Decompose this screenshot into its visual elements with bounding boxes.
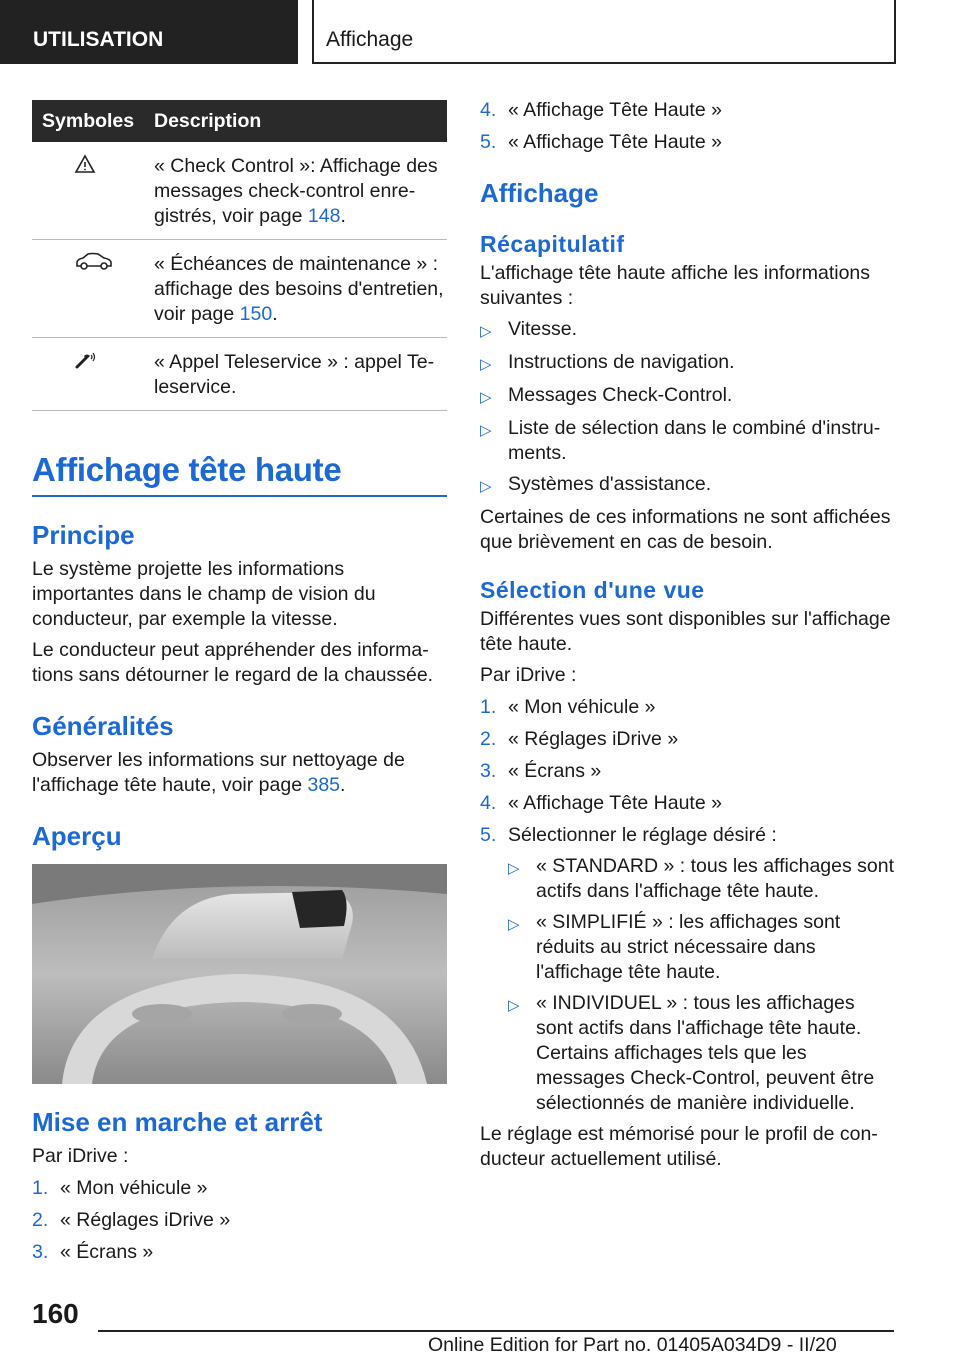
- page-link[interactable]: 385: [307, 774, 341, 796]
- paragraph: L'affichage tête haute affiche les informations suivantes :: [480, 262, 871, 309]
- paragraph: Le conducteur peut appréhender des informations sans détourner le regard de la chaussée.: [32, 639, 434, 686]
- list-item: 4. « Affichage Tête Haute »: [480, 792, 722, 814]
- heading-affichage: Affichage: [480, 178, 599, 208]
- table-header-description: Description: [154, 100, 447, 142]
- bullet-triangle-icon: ▷: [480, 422, 492, 439]
- symbol-cell: [32, 240, 154, 338]
- heading-apercu: Aperçu: [32, 821, 122, 851]
- list-item: 2. « Réglages iDrive »: [480, 728, 679, 750]
- page-link[interactable]: 150: [239, 303, 273, 325]
- list-item: ▷ Vitesse.: [480, 317, 895, 344]
- footer-edition: Online Edition for Part no. 01405A034D9 - II/20: [428, 1334, 837, 1356]
- heading-recapitulatif: Récapitulatif: [480, 231, 625, 257]
- paragraph: Par iDrive :: [32, 1145, 129, 1167]
- paragraph: Le réglage est mémorisé pour le profil de conducteur actuellement utilisé.: [480, 1123, 878, 1170]
- description-cell: « Échéances de maintenance » : affichage des besoins d'entretien, voir page 150.: [154, 240, 447, 338]
- list-item: ▷ « STANDARD » : tous les affichages sont actifs dans l'affichage tête haute.: [508, 855, 895, 902]
- table-row: [32, 142, 447, 240]
- list-item: 3. « Écrans »: [480, 760, 602, 782]
- list-item: ▷ « SIMPLIFIÉ » : les affichages sont réduits au strict nécessaire dans l'affichage tête haute.: [508, 911, 841, 983]
- list-item: 4. « Affichage Tête Haute »: [480, 99, 722, 121]
- view-options-list: [508, 854, 895, 1116]
- list-item: 1. « Mon véhicule »: [32, 1177, 208, 1199]
- description-cell: « Appel Teleservice » : appel Teleservice.: [154, 338, 447, 411]
- heading-principe: Principe: [32, 520, 135, 550]
- list-item: 5. Sélectionner le réglage désiré :: [480, 824, 777, 846]
- bullet-triangle-icon: ▷: [480, 356, 492, 373]
- table-row: [32, 240, 447, 338]
- page-number: 160: [32, 1298, 79, 1329]
- table-header-symbols: Symboles: [32, 100, 154, 142]
- heading-marche-arret: Mise en marche et arrêt: [32, 1107, 323, 1137]
- list-item: ▷ « INDIVIDUEL » : tous les affichages sont actifs dans l'affichage tête haute. Certains affichages tels que les messages Check-Control, peuvent être sélectionnés de manière individuelle.: [508, 992, 875, 1114]
- steps-list-continued: [480, 98, 895, 155]
- wrench-call-icon: [74, 350, 100, 370]
- paragraph: Certaines de ces informations ne sont affichées que brièvement en cas de besoin.: [480, 506, 891, 553]
- view-steps-list: [480, 695, 895, 848]
- bullet-list: [480, 317, 895, 499]
- list-item: ▷ Liste de sélection dans le combiné d'instruments.: [480, 417, 881, 464]
- paragraph: Observer les informations sur nettoyage de l'affichage tête haute, voir page 385.: [32, 749, 405, 796]
- bullet-triangle-icon: ▷: [480, 389, 492, 406]
- list-item: ▷ Instructions de navigation.: [480, 350, 895, 377]
- header-section: UTILISATION: [0, 0, 298, 64]
- bullet-triangle-icon: ▷: [508, 916, 520, 933]
- footer-divider: [98, 1330, 894, 1332]
- paragraph: Le système projette les informations importantes dans le champ de vision du conducteur, par exemple la vitesse.: [32, 558, 376, 630]
- list-item: 5. « Affichage Tête Haute »: [480, 131, 722, 153]
- bullet-triangle-icon: ▷: [480, 478, 492, 495]
- list-item: 1. « Mon véhicule »: [480, 696, 656, 718]
- bullet-triangle-icon: ▷: [508, 997, 520, 1014]
- list-item: ▷ Systèmes d'assistance.: [480, 472, 895, 499]
- steps-list: [32, 1176, 447, 1265]
- description-cell: « Check Control »: Affichage des messages check-control enregistrés, voir page 148.: [154, 142, 447, 240]
- head-up-display-photo: [32, 864, 447, 1084]
- symbols-table: [32, 100, 447, 411]
- car-icon: [74, 252, 114, 272]
- symbol-cell: [32, 338, 154, 411]
- heading-selection-vue: Sélection d'une vue: [480, 577, 705, 603]
- header-chapter: Affichage: [312, 0, 896, 64]
- left-column: [32, 100, 447, 1265]
- bullet-triangle-icon: ▷: [480, 323, 492, 340]
- heading-generalites: Généralités: [32, 711, 174, 741]
- list-item: ▷ Messages Check-Control.: [480, 383, 895, 410]
- table-row: [32, 338, 447, 411]
- paragraph: Différentes vues sont disponibles sur l'affichage tête haute.: [480, 608, 891, 655]
- list-item: 3. « Écrans »: [32, 1241, 154, 1263]
- paragraph: Par iDrive :: [480, 664, 577, 686]
- page-link[interactable]: 148: [307, 205, 341, 227]
- section-title: Affichage tête haute: [32, 451, 447, 497]
- warning-triangle-icon: [74, 154, 96, 174]
- symbol-cell: [32, 142, 154, 240]
- bullet-triangle-icon: ▷: [508, 860, 520, 877]
- right-column: [480, 98, 895, 1172]
- list-item: 2. « Réglages iDrive »: [32, 1209, 231, 1231]
